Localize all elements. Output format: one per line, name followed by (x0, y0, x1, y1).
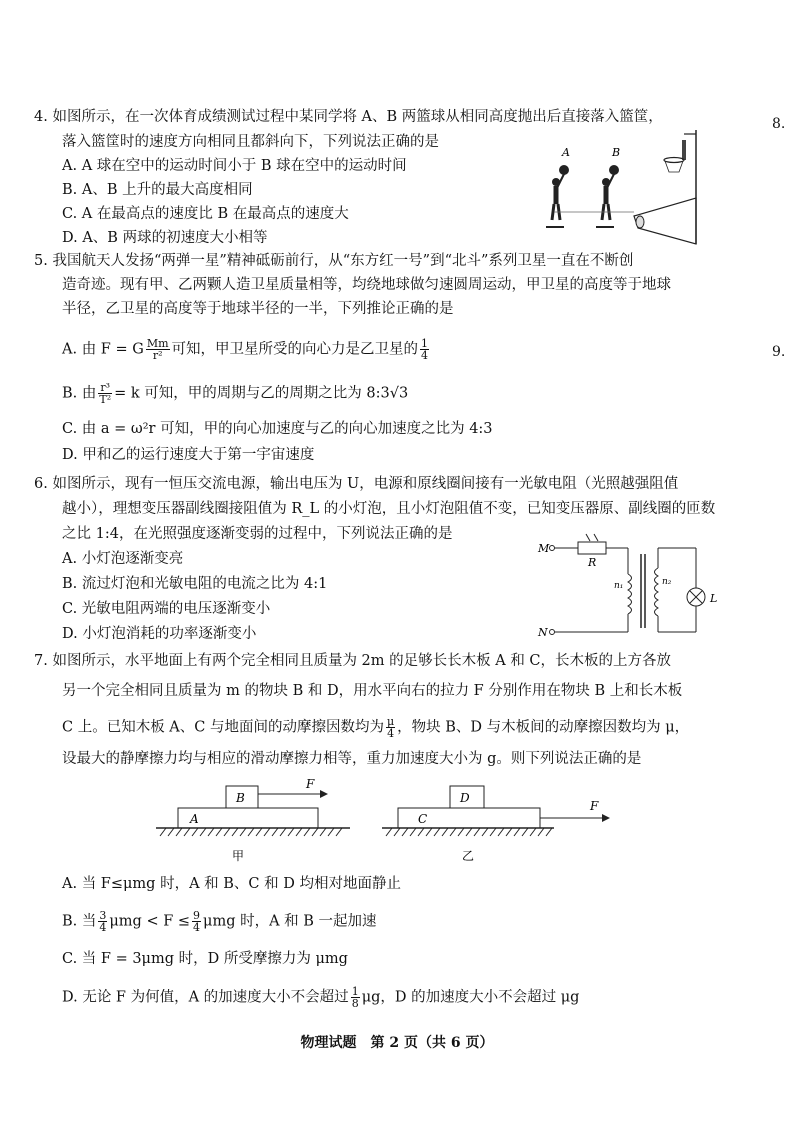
q6-label-n1: n₁ (614, 581, 624, 591)
q7-mu-over-4 (386, 716, 395, 739)
q6-stem-line2: 越小），理想变压器副线圈接阻值为 R_L 的小灯泡，且小灯泡阻值不变，已知变压器原、副线圈的匝数 (62, 501, 716, 517)
page-footer: 物理试题 第 2 页（共 6 页） (300, 1035, 494, 1051)
q7-fig1-label-a: A (190, 812, 199, 826)
q7-d-num: 1 (351, 985, 359, 998)
q7-fig2-label-c: C (418, 812, 428, 826)
q5-b-post: = k 可知，甲的周期与乙的周期之比为 8:3√3 (114, 385, 409, 402)
q5-b-frac-num: r³ (98, 382, 112, 394)
q5-a-end-num: 1 (421, 337, 429, 350)
q4-fig-label-a: A (562, 146, 570, 159)
q5-b-fraction (98, 382, 112, 405)
q5-a-end-fraction (420, 338, 429, 361)
q4-fig-label-b: B (612, 146, 621, 159)
q5-a-end-den: 4 (421, 349, 429, 362)
side-number-9: 9. (772, 344, 786, 360)
q4-stem-line1: 4. 如图所示，在一次体育成绩测试过程中某同学将 A、B 两篮球从相同高度抛出后直接落入篮筐， (34, 109, 663, 125)
q6-option-a: A. 小灯泡逐渐变亮 (62, 551, 184, 567)
q5-stem-line3: 半径，乙卫星的高度等于地球半径的一半，下列推论正确的是 (62, 301, 454, 317)
q7-figure-jia (150, 774, 360, 864)
q7-option-c: C. 当 F = 3μmg 时，D 所受摩擦力为 μmg (62, 951, 348, 967)
q5-b-pre: B. 由 (62, 385, 97, 402)
q7-stem-line2: 另一个完全相同且质量为 m 的物块 B 和 D，用水平向右的拉力 F 分别作用在物块 B 上和长木板 (62, 683, 683, 699)
q7-d-post: μg，D 的加速度大小不会超过 μg (361, 989, 580, 1006)
q7-fig1-label-b: B (236, 791, 245, 805)
q4-option-a: A. A 球在空中的运动时间小于 B 球在空中的运动时间 (62, 158, 407, 174)
q7-b-n1: 3 (99, 909, 107, 922)
q6-label-l: L (710, 592, 718, 605)
q6-option-c: C. 光敏电阻两端的电压逐渐变小 (62, 601, 271, 617)
q5-a-fraction (146, 338, 170, 361)
q6-label-n: N (538, 626, 548, 639)
q5-stem-line1: 5. 我国航天人发扬“两弹一星”精神砥砺前行，从“东方红一号”到“北斗”系列卫星一直在不断创 (34, 253, 634, 269)
q7-b-d1: 4 (99, 921, 107, 934)
q7-option-b (62, 910, 377, 933)
q7-stem-line4: 设最大的静摩擦力均与相应的滑动摩擦力相等，重力加速度大小为 g。则下列说法正确的是 (62, 751, 642, 767)
q4-option-b: B. A、B 上升的最大高度相同 (62, 182, 253, 198)
q7-frac-num: μ (387, 715, 395, 728)
q5-b-frac-den: T² (99, 393, 112, 406)
q7-figure-yi (378, 774, 618, 864)
q7-b-frac1 (98, 910, 107, 933)
q7-option-a: A. 当 F≤μmg 时，A 和 B、C 和 D 均相对地面静止 (62, 876, 401, 892)
q5-stem-line2: 造奇迹。现有甲、乙两颗人造卫星质量相等，均绕地球做匀速圆周运动，甲卫星的高度等于地球 (62, 277, 671, 293)
q4-stem-line2: 落入篮筐时的速度方向相同且都斜向下，下列说法正确的是 (62, 134, 439, 150)
q7-fig1-label-f: F (306, 777, 315, 791)
q5-option-a (62, 338, 431, 361)
q7-b-mid: μmg < F ≤ (109, 913, 191, 930)
q5-a-frac-num: Mm (146, 337, 169, 350)
q7-b-n2: 9 (193, 909, 201, 922)
q6-stem-line1: 6. 如图所示，现有一恒压交流电源，输出电压为 U，电源和原线圈间接有一光敏电阻（光照越强阻值 (34, 476, 679, 492)
q6-circuit-figure (530, 530, 730, 645)
q7-d-frac (351, 986, 360, 1009)
q7-b-post: μmg 时，A 和 B 一起加速 (203, 913, 377, 930)
q7-fig2-label-d: D (460, 791, 470, 805)
q6-stem-line3: 之比 1:4，在光照强度逐渐变弱的过程中，下列说法正确的是 (62, 526, 453, 542)
q6-option-b: B. 流过灯泡和光敏电阻的电流之比为 4:1 (62, 576, 328, 592)
q7-b-d2: 4 (193, 921, 201, 934)
q7-stem-line3-pre: C 上。已知木板 A、C 与地面间的动摩擦因数均为 (62, 719, 384, 736)
q7-d-den: 8 (351, 997, 359, 1010)
q6-label-m: M (538, 542, 550, 555)
q7-stem-line1: 7. 如图所示，水平地面上有两个完全相同且质量为 2m 的足够长长木板 A 和 C，长木板的上方各放 (34, 653, 672, 669)
side-number-8: 8. (772, 116, 786, 132)
q4-option-d: D. A、B 两球的初速度大小相等 (62, 230, 268, 246)
q7-option-d (62, 986, 579, 1009)
q4-option-c: C. A 在最高点的速度比 B 在最高点的速度大 (62, 206, 349, 222)
q7-b-pre: B. 当 (62, 913, 97, 930)
q5-option-d: D. 甲和乙的运行速度大于第一宇宙速度 (62, 447, 315, 463)
q7-stem-line3-post: ，物块 B、D 与木板间的动摩擦因数均为 μ， (397, 719, 690, 736)
q6-label-n2: n₂ (662, 577, 672, 587)
q5-a-frac-den: r² (152, 349, 163, 362)
q5-a-post: 可知，甲卫星所受的向心力是乙卫星的 (171, 341, 419, 358)
q7-d-pre: D. 无论 F 为何值，A 的加速度大小不会超过 (62, 989, 349, 1006)
q7-frac-den: 4 (387, 727, 395, 740)
q7-fig2-label-f: F (590, 799, 599, 813)
q5-option-c: C. 由 a = ω²r 可知，甲的向心加速度与乙的向心加速度之比为 4:3 (62, 421, 493, 437)
q7-fig1-caption: 甲 (232, 849, 245, 863)
q7-fig2-caption: 乙 (462, 849, 475, 863)
q4-basketball-figure (534, 124, 714, 252)
q7-stem-line3 (62, 716, 689, 739)
q6-label-r: R (588, 556, 597, 569)
q5-option-b (62, 382, 408, 405)
q7-b-frac2 (192, 910, 201, 933)
q5-a-pre: A. 由 F = G (62, 341, 144, 358)
q6-option-d: D. 小灯泡消耗的功率逐渐变小 (62, 626, 257, 642)
